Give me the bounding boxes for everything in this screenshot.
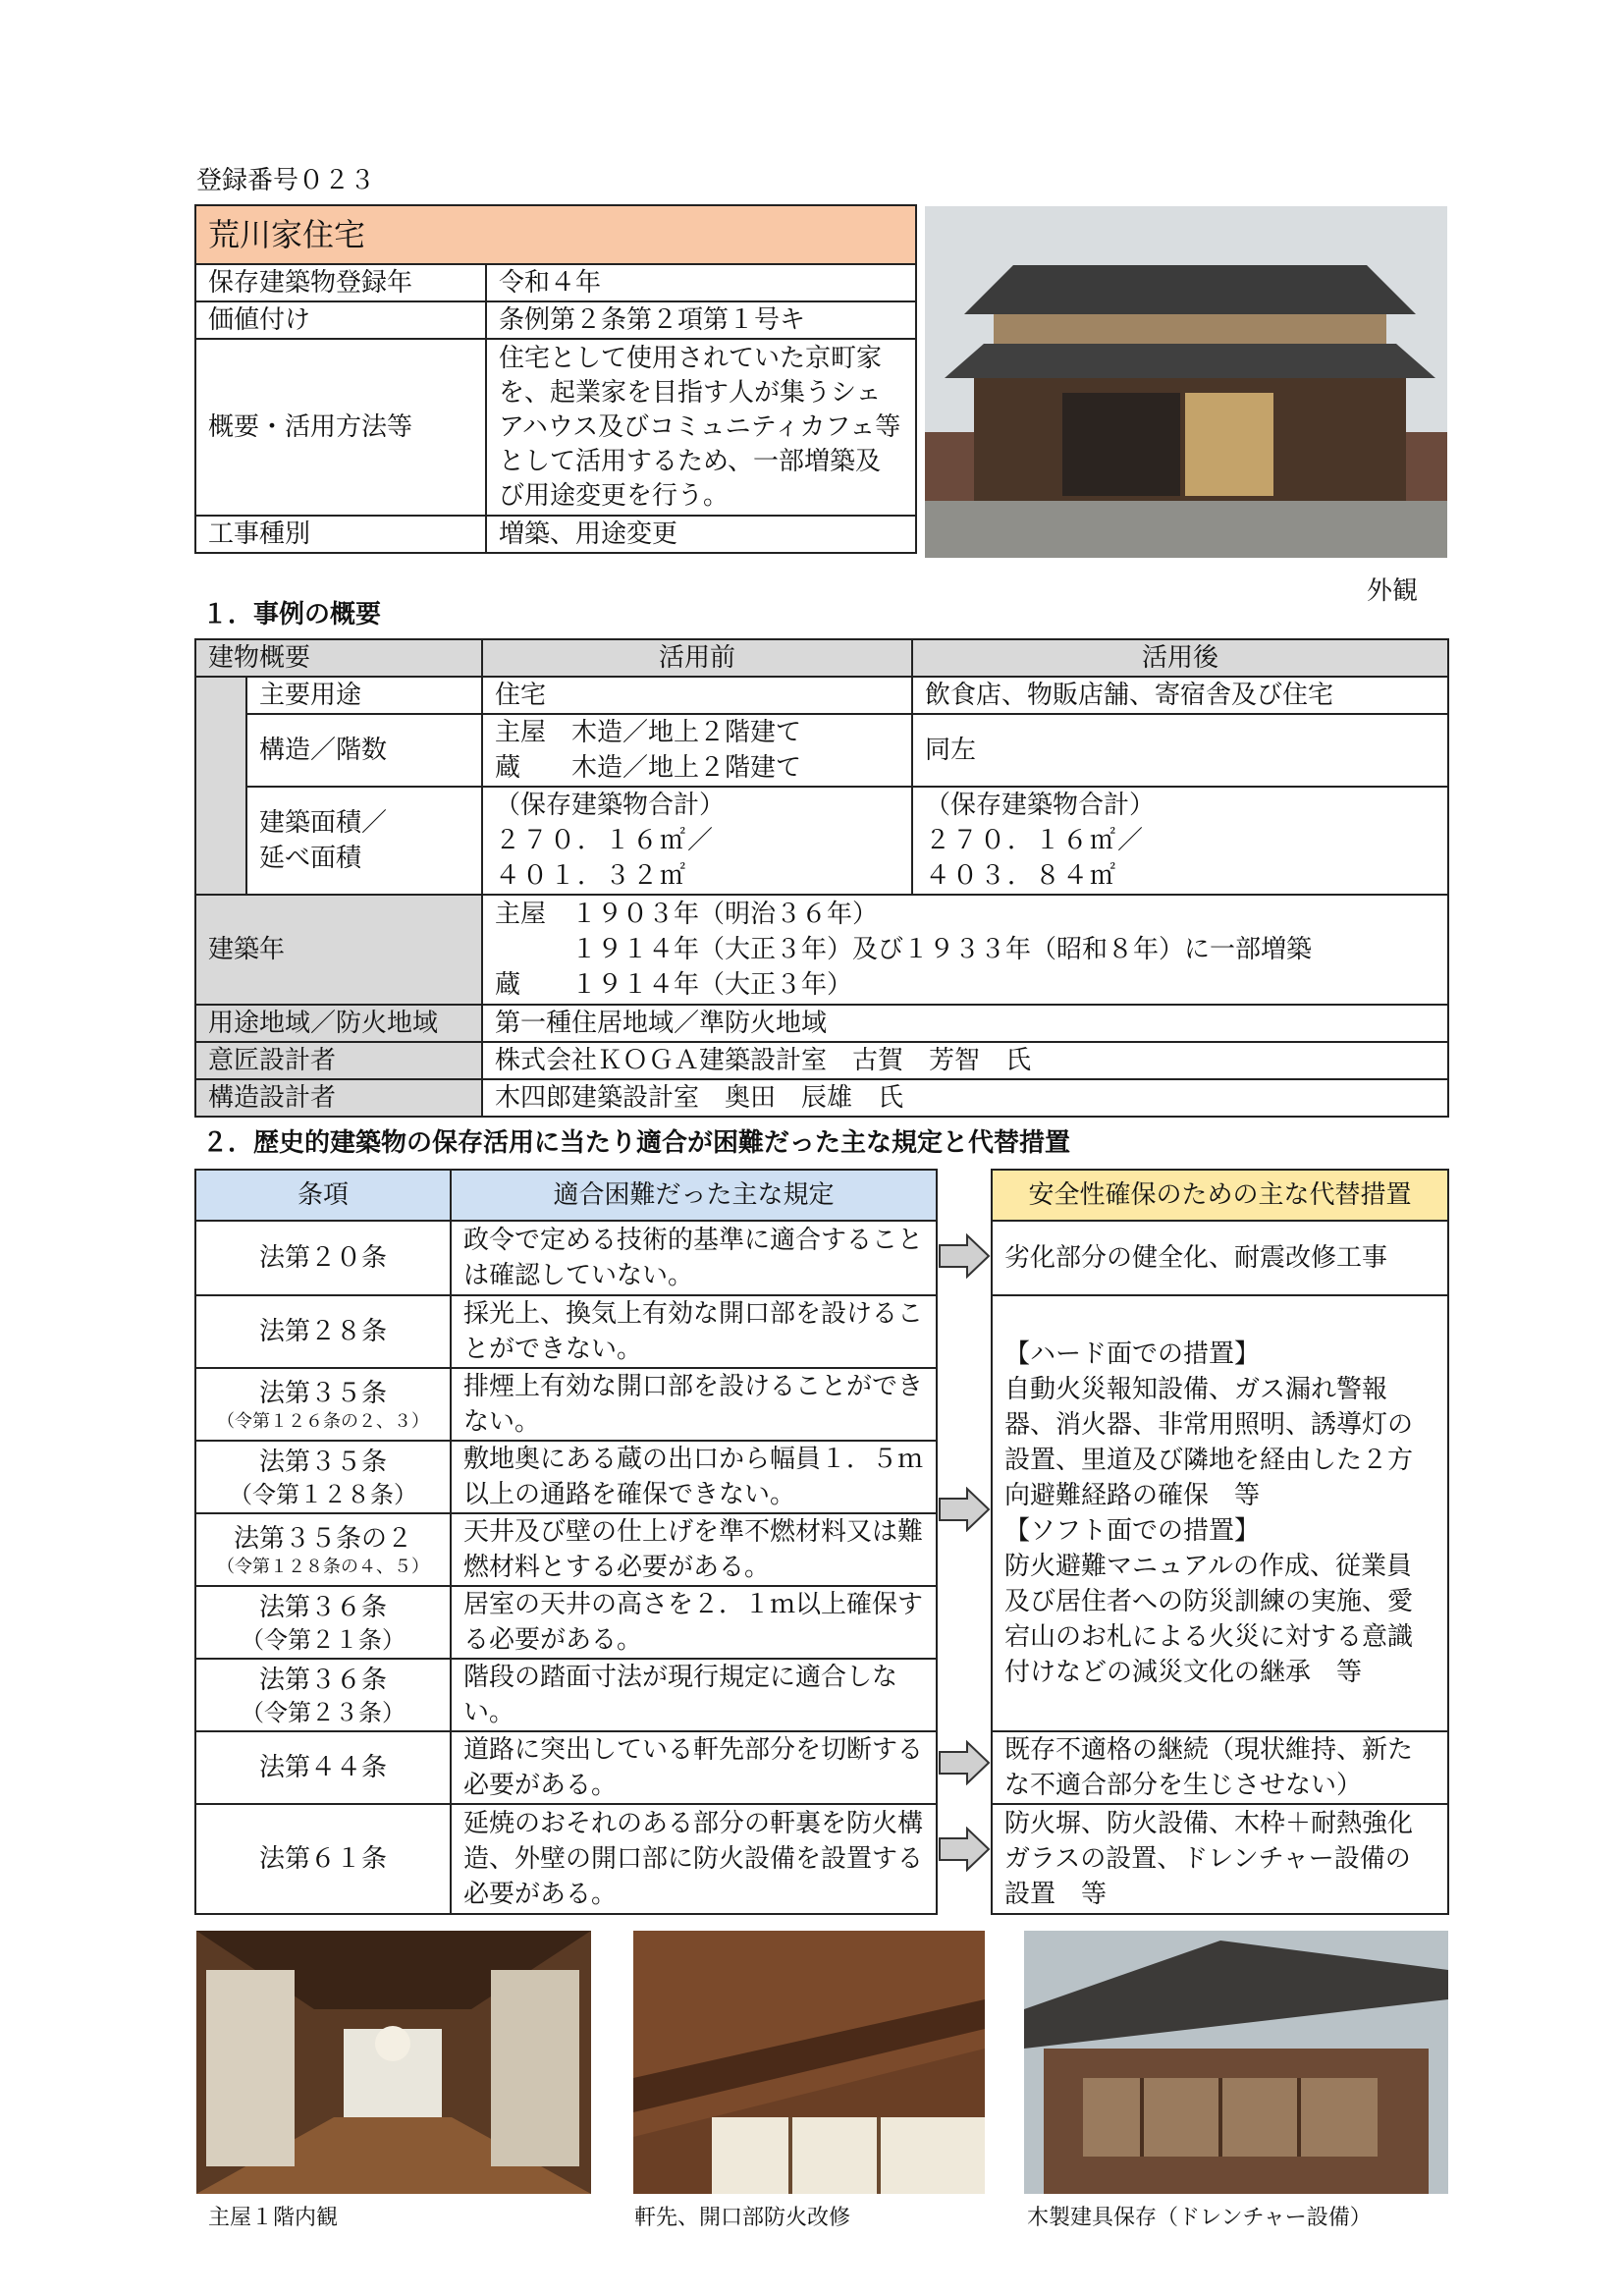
designer-label: 意匠設計者 [195,1042,482,1079]
header-measure: 安全性確保のための主な代替措置 [992,1170,1448,1221]
article-cell: 法第３６条 （令第２３条） [195,1659,451,1731]
header-article: 条項 [195,1170,451,1221]
rule-cell: 道路に突出している軒先部分を切断する必要がある。 [451,1731,937,1804]
article-cell: 法第４４条 [195,1731,451,1804]
article-cell: 法第３５条 （令第１２６条の２、３） [195,1368,451,1441]
registration-number: 登録番号０２３ [196,166,376,195]
measure-cell: 劣化部分の健全化、耐震改修工事 [992,1221,1448,1295]
year-line: 蔵 １９１４年（大正３年） [495,970,853,1000]
summary-value: 増築、用途変更 [486,516,916,553]
area-label [246,787,482,895]
year-value [482,895,1448,1005]
designer-value: 株式会社ＫＯＧＡ建築設計室 古賀 芳智 氏 [482,1042,1448,1079]
area-after [912,787,1448,895]
rule-cell: 居室の天井の高さを２．１ｍ以上確保する必要がある。 [451,1586,937,1659]
fitting-photo [1024,1931,1448,2194]
rule-cell: 政令で定める技術的基準に適合することは確認していない。 [451,1221,937,1295]
area-after-total: ４０３．８４㎡ [925,861,1118,891]
summary-label: 価値付け [195,301,486,339]
rule-cell: 敷地奥にある蔵の出口から幅員１．５ｍ以上の通路を確保できない。 [451,1441,937,1513]
area-before-note: （保存建築物合計） [495,791,726,820]
area-after-note: （保存建築物合計） [925,791,1156,820]
summary-value: 令和４年 [486,264,916,301]
measure-cell: 防火塀、防火設備、木枠＋耐熱強化ガラスの設置、ドレンチャー設備の設置 等 [992,1804,1448,1914]
rule-cell: 階段の踏面寸法が現行規定に適合しない。 [451,1659,937,1731]
fitting-caption: 木製建具保存（ドレンチャー設備） [1027,2206,1372,2230]
header-after: 活用後 [912,639,1448,677]
article-cell: 法第３５条 （令第１２８条） [195,1441,451,1513]
article-cell: 法第２０条 [195,1221,451,1295]
arrow-right-icon [938,1233,991,1279]
use-after: 飲食店、物販店舗、寄宿舎及び住宅 [912,677,1448,714]
article-cell: 法第２８条 [195,1295,451,1368]
structure-before-main: 主屋 木造／地上２階建て [495,718,802,747]
rule-cell: 天井及び壁の仕上げを準不燃材料又は難燃材料とする必要がある。 [451,1513,937,1586]
article-cell: 法第３５条の２ （令第１２８条の４、５） [195,1513,451,1586]
building-title: 荒川家住宅 [195,205,916,264]
indent-cell [195,677,246,895]
structure-label: 構造／階数 [246,714,482,787]
rules-table [194,1169,938,1915]
rule-cell: 延焼のおそれのある部分の軒裏を防火構造、外壁の開口部に防火設備を設置する必要がある。 [451,1804,937,1914]
interior-caption: 主屋１階内観 [208,2206,339,2230]
overview-table [194,638,1449,1118]
use-label: 主要用途 [246,677,482,714]
article-cell: 法第６１条 [195,1804,451,1914]
summary-label: 概要・活用方法等 [195,339,486,516]
area-before-building: ２７０．１６㎡／ [495,826,716,855]
rule-cell: 排煙上有効な開口部を設けることができない。 [451,1368,937,1441]
area-before [482,787,912,895]
summary-value: 住宅として使用されていた京町家を、起業家を目指す人が集うシェアハウス及びコミュニティカフェ等として活用するため、一部増築及び用途変更を行う。 [486,339,916,516]
zone-value: 第一種住居地域／準防火地域 [482,1005,1448,1042]
arrow-right-icon [938,1740,991,1785]
exterior-caption: 外観 [1367,576,1419,606]
structural-designer-value: 木四郎建築設計室 奥田 辰雄 氏 [482,1079,1448,1117]
area-label-line2: 延べ面積 [259,844,362,873]
use-before: 住宅 [482,677,912,714]
eaves-photo [633,1931,985,2194]
summary-table [194,204,917,554]
structure-after: 同左 [912,714,1448,787]
summary-label: 保存建築物登録年 [195,264,486,301]
article-cell: 法第３６条 （令第２１条） [195,1586,451,1659]
section2-heading: ２．歴史的建築物の保存活用に当たり適合が困難だった主な規定と代替措置 [202,1128,1071,1158]
year-line: １９１４年（大正３年）及び１９３３年（昭和８年）に一部増築 [495,935,1313,964]
area-label-line1: 建築面積／ [259,808,388,838]
structure-before [482,714,912,787]
area-before-total: ４０１．３２㎡ [495,861,688,891]
summary-value: 条例第２条第２項第１号キ [486,301,916,339]
section1-heading: １．事例の概要 [202,600,382,629]
summary-label: 工事種別 [195,516,486,553]
interior-photo [196,1931,591,2194]
header-before: 活用前 [482,639,912,677]
structure-before-storehouse: 蔵 木造／地上２階建て [495,753,802,783]
measures-table [991,1169,1449,1915]
structural-designer-label: 構造設計者 [195,1079,482,1117]
year-line: 主屋 １９０３年（明治３６年） [495,900,879,929]
exterior-photo [925,206,1447,558]
measure-cell: 既存不適格の継続（現状維持、新たな不適合部分を生じさせない） [992,1731,1448,1804]
eaves-caption: 軒先、開口部防火改修 [634,2206,851,2230]
area-after-building: ２７０．１６㎡／ [925,826,1146,855]
header-building: 建物概要 [195,639,482,677]
year-label: 建築年 [195,895,482,1005]
arrow-right-icon [938,1827,991,1872]
zone-label: 用途地域／防火地域 [195,1005,482,1042]
header-rule: 適合困難だった主な規定 [451,1170,937,1221]
arrow-right-icon [938,1487,991,1532]
measure-cell: 【ハード面での措置】 自動火災報知設備、ガス漏れ警報器、消火器、非常用照明、誘導灯の設置、里道及び隣地を経由した２方向避難経路の確保 等 【ソフト面での措置】 防火避難マニュアルの作成、従業員及び居住者への防災訓練の実施、愛宕山のお札による火災に対する意識付けなどの減災文化の継承 等 [992,1295,1448,1731]
rule-cell: 採光上、換気上有効な開口部を設けることができない。 [451,1295,937,1368]
